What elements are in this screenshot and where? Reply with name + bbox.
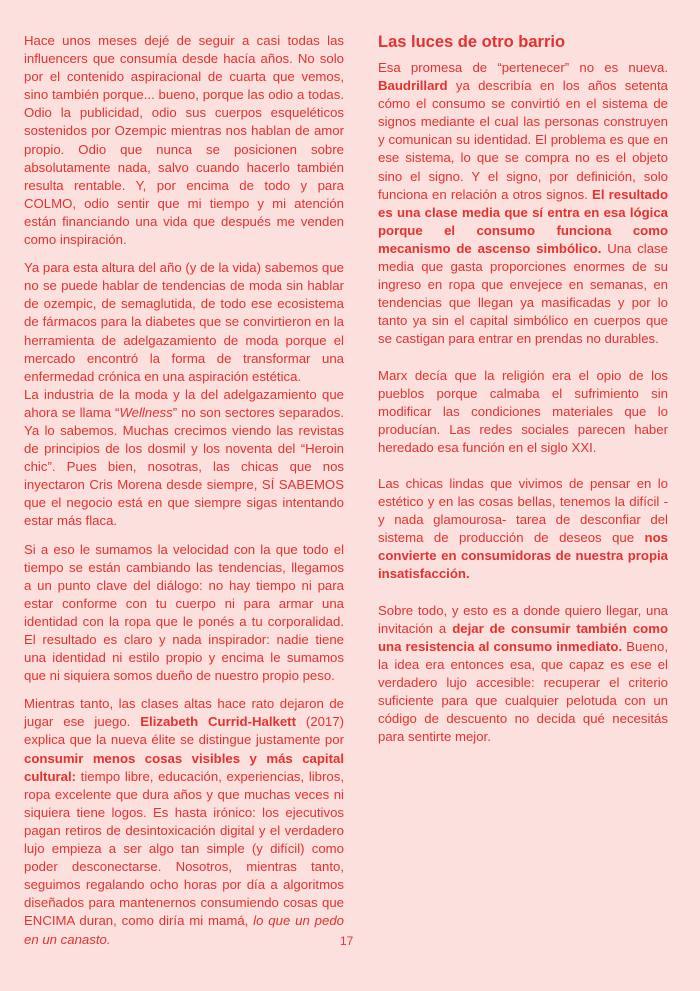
paragraph-chicas-lindas: Las chicas lindas que vivimos de pensar en lo estético y en las cosas bellas, tenemos la difícil -y nada glamourosa- tarea de desconfiar del sistema de producción de deseos que nos convierte en consumidoras de nuestra propia insatisfacción. [378, 475, 668, 582]
left-column [24, 32, 344, 949]
paragraph-ozempic: Ya para esta altura del año (y de la vida) sabemos que no se puede hablar de tendencias de moda sin hablar de ozempic, de semaglutida, de todo ese ecosistema de fármacos para la diabetes que se convirtieron en la herramienta de adelgazamiento de moda porque el mercado encontró la forma de transformar una enfermedad crónica en una aspiración estética. [24, 260, 344, 384]
paragraph-invitacion: Sobre todo, y esto es a donde quiero llegar, una invitación a dejar de consumir también como una resistencia al consumo inmediato. Bueno, la idea era entonces esa, que capaz es ese el verdadero lujo accesible: recuperar el criterio suficiente para que cualquier pelotuda con un código de descuento no decida qué necesitás para sentirte mejor. [378, 602, 669, 745]
paragraph-influencers: Hace unos meses dejé de seguir a casi todas las influencers que consumía desde hacía años. No solo por el contenido aspiracional de cuarta que vemos, sino también porque... bueno, porque las odio a todas. Odio la publicidad, odio sus cuerpos esqueléticos sostenidos por Ozempic mientras nos hablan de amor propio. Odio que nunca se posicionen sobre absolutamente nada, salvo cuando hacerlo también resulta rentable. Y, por encima de todo y para COLMO, odio sentir que mi tiempo y mi atención están financiando una vida que después me venden como inspiración. [24, 33, 344, 248]
paragraph-baudrillard: Esa promesa de “pertenecer” no es nueva. Baudrillard ya describía en los años setenta cómo el consumo se convirtió en el sistema de signos mediante el cual las personas construyen y comunican su identidad. El problema es que en ese sistema, lo que se compra no es el objeto sino el signo. Y el signo, por definición, solo funciona en relación a otros signos. El resultado es una clase media que sí entra en esa lógica porque el consumo funciona como mecanismo de ascenso simbólico. Una clase media que gasta proporciones enormes de su ingreso en ropa que envejece en semanas, en tendencias que llegan ya masificadas y por lo tanto ya sin el capital simbólico en cuerpos que se castigan para entrar en prendas no durables. [378, 60, 668, 347]
paragraph-wellness: La industria de la moda y la del adelgazamiento que ahora se llama “Wellness” no son sectores separados. Ya lo sabemos. Muchas crecimos viendo las revistas de principios de los dosmil y los noventa del “Heroin chic”. Pues bien, nosotras, las chicas que nos inyectaron Cris Morena desde siempre, SÍ SABEMOS que el negocio está en que siempre sigas intentando estar más flaca. [24, 386, 344, 529]
paragraph-tendencias: Si a eso le sumamos la velocidad con la que todo el tiempo se están cambiando las tendencias, llegamos a un punto clave del diálogo: no hay tiempo ni para estar conforme con tu cuerpo ni para armar una identidad con la ropa que le ponés a tu corporalidad. El resultado es claro y nada inspirador: nadie tiene una identidad ni estilo propio y encima le sumamos que ni siquiera somos dueño de nuestro propio peso. [24, 541, 344, 684]
page-number: 17 [340, 934, 354, 948]
section-heading: Las luces de otro barrio [378, 33, 566, 51]
paragraph-clases-altas: Mientras tanto, las clases altas hace rato dejaron de jugar ese juego. Elizabeth Currid-Halkett (2017) explica que la nueva élite se distingue justamente por consumir menos cosas visibles y más capital cultural: tiempo libre, educación, experiencias, libros, ropa excelente que dura años y que muchas veces ni siquiera tiene logos. Es hasta irónico: los ejecutivos pagan retiros de desintoxicación digital y el verdadero lujo empieza a ser algo tan simple (y difícil) como poder desconectarse. Nosotros, mientras tanto, seguimos regalando ocho horas por día a algoritmos diseñados para mantenernos consumiendo cosas que ENCIMA duran, como diría mi mamá, lo que un pedo en un canasto. [24, 696, 344, 947]
right-column [378, 32, 668, 746]
paragraph-marx: Marx decía que la religión era el opio de los pueblos porque calmaba el sufrimiento sin modificar las condiciones materiales que lo producían. Las redes sociales parecen haber heredado esa función en el siglo XXI. [378, 367, 668, 455]
